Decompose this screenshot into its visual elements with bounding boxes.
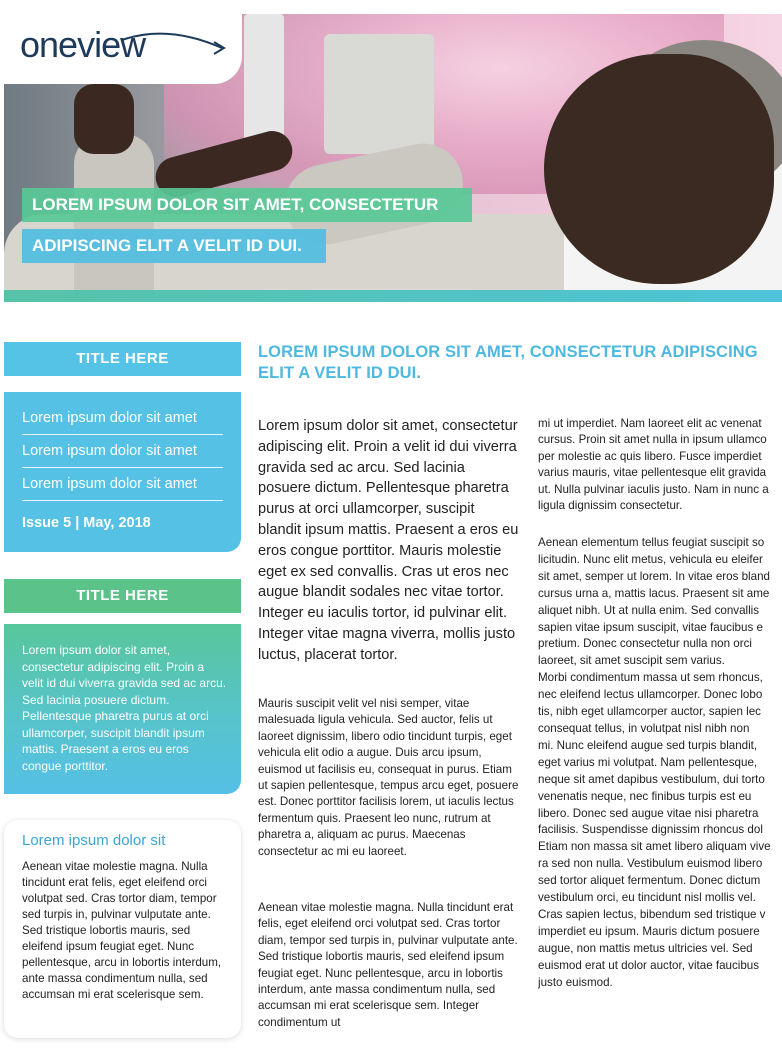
hero-lamp xyxy=(244,14,284,144)
article-column3-paragraph-1: mi ut imperdiet. Nam laoreet elit ac venenat cursus. Proin sit amet nulla in ipsum ullamco per molestie ac quis libero. Fusce imperdiet varius mauris, vitae pellentesque elit gravida ut. Nulla pulvinar iaculis justo. Nam in nunc a ligula dignissim consectetur. xyxy=(538,417,769,513)
sidebar-box-summary xyxy=(4,624,241,794)
logo-swoosh-icon xyxy=(118,26,226,62)
hero-hand xyxy=(74,84,134,154)
article-column3-paragraph-2: Aenean elementum tellus feugiat suscipit so licitudin. Nunc elit metus, vehicula eu eleifer sit amet, semper ut lorem. In vitae eros bland cursus urna a, mattis lacus. Praesent sit ame aliquet nibh. Ut at nulla enim. Sed convallis sapien vitae ipsum suscipit, vitae faucibus e pretium. Donec consectetur nulla non orci laoreet, sit amet suscipit sem varius. Morbi condimentum massa ut sem rhoncus, nec eleifend lectus ullamcorper. Donec lobo tis, nibh eget ullamcorper auctor, sapien lec consequat tellus, in volutpat nisl nibh non mi. Nunc eleifend augue sed turpis blandit, eget varius mi volutpat. Nam pellentesque, neque sit amet dapibus vestibulum, dui torto venenatis neque, nec finibus turpis est eu libero. Donec sed augue vitae nisi pharetra facilisis. Suspendisse dignissim rhoncus dol Etiam non massa sit amet libero aliquam vive ra sed non nulla. Vestibulum euismod libero sed tortor aliquet fermentum. Donec dictum vestibulum orci, eu tincidunt nisl mollis vel. Cras sapien lectus, bibendum sed tristique v imperdiet eu ipsum. Mauris dictum posuere augue, non mattis metus ultricies vel. Sed euismod erat ut dolor auctor, vitae faucibus justo euismod. xyxy=(538,536,771,989)
summary-text: Lorem ipsum dolor sit amet, consectetur adipiscing elit. Proin a velit id dui viverra gravida sed ac arcu. Sed lacinia posuere dictum. Pellentesque pharetra purus at orci ullamcorper, suscipit blandit ipsum mattis. Praesent a eros eu eros congue porttitor. xyxy=(22,643,227,773)
contents-item[interactable]: Lorem ipsum dolor sit amet xyxy=(22,468,223,501)
hero-gradient-band xyxy=(4,290,782,302)
sidebar-card xyxy=(4,820,241,1038)
sidebar-title-2: TITLE HERE xyxy=(4,579,241,613)
card-heading: Lorem ipsum dolor sit xyxy=(22,832,166,849)
issue-label: Issue 5 | May, 2018 xyxy=(22,515,151,531)
logo-container xyxy=(0,0,242,84)
brand-logo: oneview xyxy=(20,24,146,65)
contents-item[interactable]: Lorem ipsum dolor sit amet xyxy=(22,435,223,468)
hero-face xyxy=(544,54,774,284)
hero-monitor xyxy=(324,34,434,154)
contents-item[interactable]: Lorem ipsum dolor sit amet xyxy=(22,402,223,435)
article-paragraph-3: Aenean vitae molestie magna. Nulla tincidunt erat felis, eget eleifend orci volutpat sed. Cras tortor diam, tempor sed turpis in, pulvinar vulputate ante. Sed tristique lobortis mauris, sed eleifend ipsum feugiat eget. Nunc pellentesque, arcu in lobortis interdum, ante massa condimentum nulla, sed accumsan mi erat scelerisque sem. Integer condimentum ut xyxy=(258,901,518,1029)
article-lead: Lorem ipsum dolor sit amet, consectetur adipiscing elit. Proin a velit id dui viverra gravida sed ac arcu. Sed lacinia posuere dictum. Pellentesque pharetra purus at orci ullamcorper, suscipit blandit ipsum mattis. Praesent a eros eu eros congue porttitor. Mauris molestie eget ex sed convallis. Cras ut eros nec augue blandit sodales nec vitae tortor. Integer eu iaculis tortor, id pulvinar elit. Integer vitae magna viverra, mollis justo luctus, placerat tortor. xyxy=(258,418,519,663)
hero-headline-line1: LOREM IPSUM DOLOR SIT AMET, CONSECTETUR xyxy=(22,188,472,222)
sidebar-box-contents xyxy=(4,392,241,552)
hero-headline-line2: ADIPISCING ELIT A VELIT ID DUI. xyxy=(22,229,326,263)
card-text: Aenean vitae molestie magna. Nulla tincidunt erat felis, eget eleifend orci volutpat sed. Cras tortor diam, tempor sed turpis in, pulvinar vulputate ante. Sed tristique lobortis mauris, sed eleifend ipsum feugiat eget. Nunc pellentesque, arcu in lobortis interdum, ante massa condimentum nulla, sed accumsan mi erat scelerisque sem. xyxy=(22,860,222,1001)
article-heading: LOREM IPSUM DOLOR SIT AMET, CONSECTETUR ADIPISCING ELIT A VELIT ID DUI. xyxy=(258,343,758,382)
sidebar-title-1: TITLE HERE xyxy=(4,342,241,376)
article-paragraph-2: Mauris suscipit velit vel nisi semper, vitae malesuada ligula vehicula. Sed auctor, felis ut laoreet dignissim, libero odio tincidunt turpis, eget vehicula elit odio a augue. Duis arcu ipsum, euismod ut facilisis eu, consequat in purus. Etiam ut sapien pellentesque, tempus arcu eget, posuere est. Donec porttitor facilisis lorem, ut iaculis lectus fermentum quis. Praesent leo nunc, rutrum at pharetra a, aliquam ac purus. Maecenas consectetur ac mi eu laoreet. xyxy=(258,697,519,858)
